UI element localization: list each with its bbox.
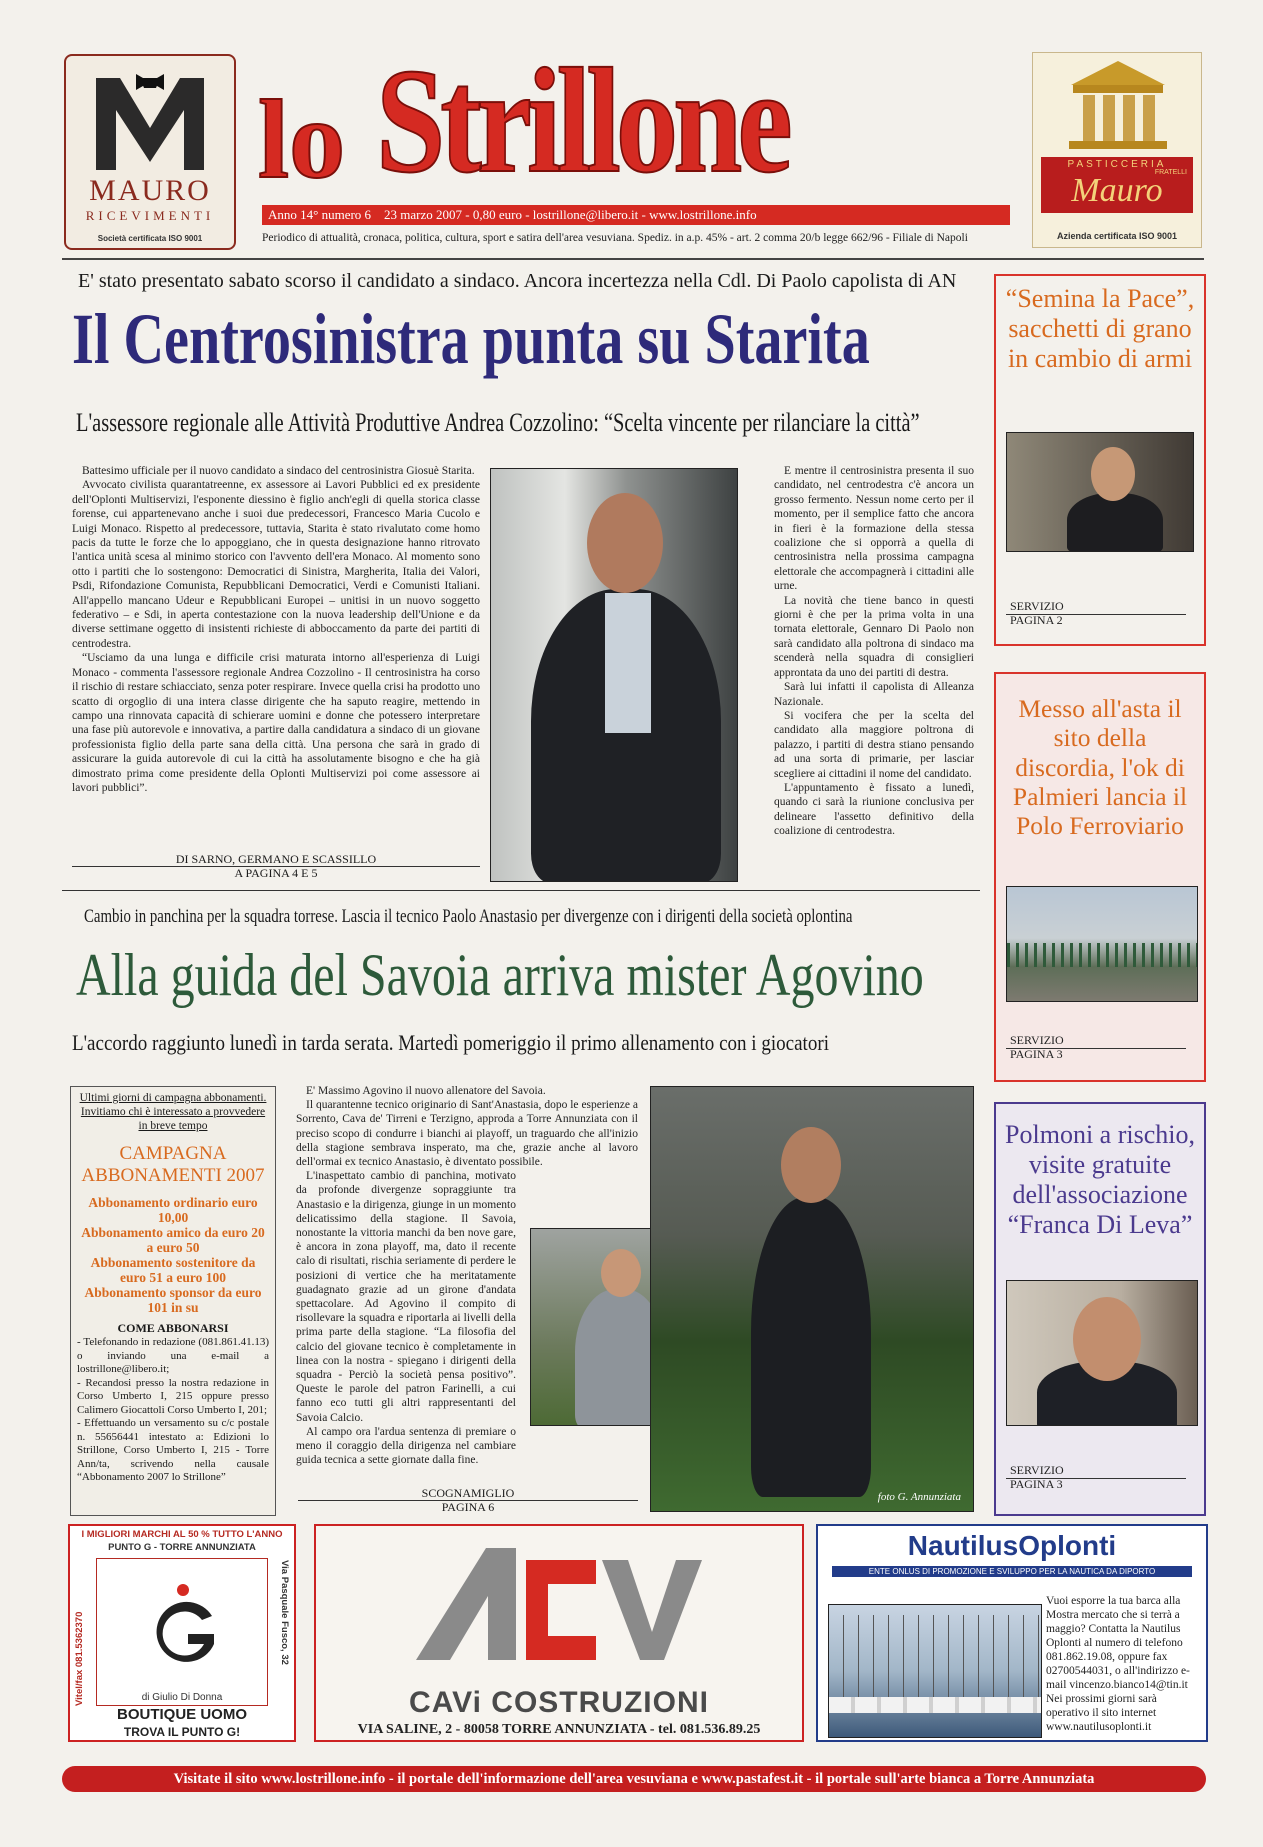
abbonamenti-price-1: Abbonamento ordinario euro 10,00 [88,1195,258,1225]
pasticceria-name: Mauro [1071,172,1163,209]
sidebar-box-3 [994,1102,1206,1516]
abbonamenti-box [70,1086,276,1516]
sidebar-3-headline: Polmoni a rischio, visite gratuite dell'associazione “Franca Di Leva” [1005,1120,1195,1239]
sidebar-box-2 [994,672,1206,1082]
title-strillone: Strillone [376,38,788,204]
abbonamenti-how-3: - Effettuando un versamento su c/c postale n. 55656441 intestato a: Edizioni lo Strillone, Corso Umberto I, 215 - Torre Ann/ta, scrivendo nella causale “Abbonamento 2007 lo Strillone” [77,1417,269,1483]
lead-ref-1: DI SARNO, GERMANO E SCASSILLO [175,852,377,866]
lead-col1-p3: “Usciamo da una lunga e difficile crisi maturata intorno all'esperienza di Luigi Monaco - commenta l'assessore regionale Andrea Cozzolino - Il centrosinistra ha corso il rischio di restare schiacciato, senza poter respirare. Invece quella crisi ha prodotto uno scatto di orgoglio di una intera classe dirigente che ha saputo reagire, mettendo in campo una rinnovata capacità di schierare uomini e donne che potessero interpretare una fase più autorevole e innovativa, a partire dalla candidatura a sindaco di un giovane professionista figlio della parte sana della città. Una persona che sarà in grado di assicurare la guida autorevole di cui la città ha assolutamente bisogno e che ha già dimostrato prima come presidente della Oplonti Multiservizi poi come assessore ai lavori pubblici”. [72,652,480,794]
photo-credit: foto G. Annunziata [877,1491,961,1503]
lead-ref-2: A PAGINA 4 E 5 [234,866,318,880]
sidebar-2-photo [1006,886,1198,1002]
doctor-head [1073,1297,1141,1381]
fence-shape [1007,943,1198,967]
mauro-cert: Società certificata ISO 9001 [97,234,203,243]
sidebar-1-photo [1006,432,1194,552]
agovino-main-photo [650,1086,974,1512]
sidebar-3-ref-2: PAGINA 3 [1010,1477,1063,1491]
pasticceria-sub: FRATELLI [1154,169,1187,176]
sidebar-3-ref-1: SERVIZIO [1010,1463,1064,1477]
lead-headline: Il Centrosinistra punta su Starita [72,299,870,379]
coach-head-small [601,1249,641,1297]
masthead [0,0,1263,262]
abbonamenti-how-1: - Telefonando in redazione (081.861.41.13) o inviando una e-mail a lostrillone@libero.it; [77,1336,269,1375]
coach-head-main [781,1127,841,1203]
sidebar-2-headline: Messo all'asta il sito della discordia, l'ok di Palmieri lancia il Polo Ferroviario [1012,694,1188,841]
pasticceria-label-bar [1041,157,1193,213]
sport-ref-2: PAGINA 6 [441,1500,495,1514]
sidebar-box-1 [994,274,1206,646]
lead-col1-p1: Battesimo ufficiale per il nuovo candidato a sindaco del centrosinistra Giosuè Starita. [82,465,475,477]
priest-figure [1067,493,1163,552]
sidebar-3-photo [1006,1280,1198,1426]
pasticceria-top: PASTICCERIA [1067,159,1167,170]
sidebar-1-ref-2: PAGINA 2 [1010,613,1063,627]
lead-kicker: E' stato presentato sabato scorso il candidato a sindaco. Ancora incertezza nella Cdl. Di Paolo capolista di AN [78,270,957,292]
masthead-info-bar: Anno 14° numero 6 23 marzo 2007 - 0,80 euro - lostrillone@libero.it - www.lostrillone.info [262,205,1010,225]
mauro-logo-icon [90,70,210,174]
lead-col2-p5: L'appuntamento è fissato a lunedì, quando ci sarà la riunione conclusiva per delineare l'assetto definitivo della coalizione di centrodestra. [774,781,974,838]
lead-col1-p2: Avvocato civilista quarantatreenne, ex assessore ai Lavori Pubblici ed ex presidente dell'Oplonti Multiservizi, l'esponente diessino è figlio anch'egli di quella storica classe forense, cui appartenevano anche i suoi due predecessori, Francesco Maria Cucolo e Luigi Monaco. Rispetto al predecessore, tuttavia, Starita è stato rivalutato come homo pacis da tutte le forze che lo appoggiano, che in questa designazione hanno ritrovato l'antica unità scesa al minimo storico con l'avvento dell'era Monaco. Al momento sono otto i partiti che lo sostengono: Democratici di Sinistra, Margherita, Italia dei Valori, Psdi, Rifondazione Comunista, Repubblicani Democratici, Verdi e Comunisti Italiani. All'appello mancano Udeur e Repubblicani Europei – unitisi in un nuovo soggetto federativo – e Sdi, in aperta contestazione con la nuova leadership dell'Unione e da diverse settimane oggetto di insistenti richieste di abboccamento da parte dei partiti di centrodestra. [72,479,480,650]
lead-subhead: L'assessore regionale alle Attività Produttive Andrea Cozzolino: “Scelta vincente per rilanciare la città” [76,408,920,437]
masthead-rule [62,258,1204,260]
pasticceria-cert: Azienda certificata ISO 9001 [1056,231,1178,241]
punto-g-top2: PUNTO G - TORRE ANNUNZIATA [108,1542,256,1553]
sidebar-2-ref-1: SERVIZIO [1010,1033,1064,1047]
mast-lines [829,1615,1042,1705]
lead-column-2 [774,464,974,884]
lead-col2-p3: Sarà lui infatti il capolista di Alleanza Nazionale. [774,681,974,708]
sidebar-1-headline: “Semina la Pace”, sacchetti di grano in cambio di armi [1005,284,1195,373]
pasticceria-mauro-ad [1032,52,1202,248]
masthead-subline: Periodico di attualità, cronaca, politica, cultura, sport e satira dell'area vesuviana. Spediz. in a.p. 45% - art. 2 comma 20/b legge 662/96 - Filiale di Napoli [262,232,968,244]
punto-g-ad [68,1524,296,1742]
punto-g-top: I MIGLIORI MARCHI AL 50 % TUTTO L'ANNO [81,1529,283,1540]
nautilus-text: Vuoi esporre la tua barca alla Mostra mercato che si terrà a maggio? Contatta la Nautilus Oplonti al numero di telefono 081.862.19.08, oppure fax 02700544031, o all'indirizzo e-mail vincenzo.bianco14@tin.it Nei prossimi giorni sarà operativo il sito internet www.nautilusoplonti.it [1046,1595,1190,1733]
nautilus-harbor-photo [828,1604,1042,1738]
sport-subhead: L'accordo raggiunto lunedì in tarda serata. Martedì pomeriggio il primo allenamento con i giocatori [72,1030,829,1055]
sport-kicker: Cambio in panchina per la squadra torrese. Lascia il tecnico Paolo Anastasio per divergenze con i dirigenti della società oplontina [84,906,853,927]
masthead-title [258,40,1018,212]
coach-figure-main [751,1197,871,1497]
punto-g-shop: BOUTIQUE UOMO [117,1706,247,1723]
sport-p4: Al campo ora l'ardua sentenza di premiare o meno il coraggio della dirigenza nel cambiare guida tecnica a sette giornate dalla fine. [296,1425,516,1467]
abbonamenti-how-2: - Recandosi presso la nostra redazione in Corso Umberto I, 215 oppure presso Calimero Giocattoli Corso Umberto I, 201; [77,1376,269,1416]
starita-photo [490,468,738,882]
lead-column-1 [72,464,480,852]
punto-g-logo-icon [142,1582,224,1672]
lead-col2-p1: E mentre il centrosinistra presenta il suo candidato, nel centrodestra c'è ancora un grosso fermento. Nessun nome certo per il momento, per il semplice fatto che ancora in fieri è la formazione della stessa coalizione che si opporrà a quella di centrosinistra nella prossima campagna elettorale che accompagnerà i cittadini alle urne. [774,465,974,593]
sport-p3: L'inaspettato cambio di panchina, motivato da profonde divergenze sopraggiunte tra Anastasio e la dirigenza, giunge in un momento delicatissimo della stagione. Il Savoia, nonostante la vittoria manchi da ben nove gare, è ancora in zona playoff, ma, dato il recente calo di risultati, rischia seriamente di perdere le posizioni di vertice che ha meritatamente guadagnato grazie ad un girone d'andata spettacolare. Ad Agovino il compito di risollevare la squadra e riportarla ai livelli della prima parte della stagione. “La filosofia del calcio del giovane tecnico è completamente in linea con la nostra - spiegano i dirigenti della squadra - Perciò la società pensa positivo”. Queste le parole del patron Farinelli, a cui fanno eco tutti gli altri rappresentanti del Savoia Calcio. [296,1170,516,1424]
priest-head [1091,447,1135,501]
sport-ref-1: SCOGNAMIGLIO [421,1486,515,1500]
cavi-logo-icon [416,1540,706,1690]
lead-col2-p2: La novità che tiene banco in questi giorni è che per la prima volta in una tornata elettorale, Gennaro Di Paolo non sarà candidato alla poltrona di sindaco ma scenderà nella squadra di consiglieri approntata da uno dei partiti di destra. [774,594,974,679]
nautilus-tag: ENTE ONLUS DI PROMOZIONE E SVILUPPO PER LA NAUTICA DA DIPORTO [832,1566,1192,1577]
punto-g-left-vertical: Vitel/fax 081.5362370 [74,1611,85,1706]
boats-row [829,1697,1042,1713]
lead-divider [62,890,980,891]
footer-banner: Visitate il sito www.lostrillone.info - il portale dell'informazione dell'area vesuviana e www.pastafest.it - il portale sull'arte bianca a Torre Annunziata [62,1766,1206,1792]
abbonamenti-how-title: COME ABBONARSI [117,1321,229,1335]
cavi-brand: CAVi COSTRUZIONI [409,1686,709,1719]
abbonamenti-intro: Ultimi giorni di campagna abbonamenti. Invitiamo chi è interessato a provvedere in breve tempo [79,1092,267,1132]
sport-headline: Alla guida del Savoia arriva mister Agovino [76,942,924,1008]
lead-col2-p4: Si vocifera che per la scelta del candidato alla maggiore poltrona di palazzo, i partiti di destra stiano pensando ad una sorta di primarie, per lasciar scegliere ai cittadini il nome del candidato. [774,709,974,780]
sport-p1: E' Massimo Agovino il nuovo allenatore del Savoia. [306,1085,546,1097]
cavi-costruzioni-ad [314,1524,804,1742]
abbonamenti-price-3: Abbonamento sostenitore da euro 51 a euro 100 [90,1255,256,1285]
punto-g-owner: di Giulio Di Donna [141,1692,223,1703]
title-lo: lo [258,78,346,202]
nautilus-oplonti-ad [816,1524,1208,1742]
sidebar-2-ref-2: PAGINA 3 [1010,1047,1063,1061]
abbonamenti-price-4: Abbonamento sponsor da euro 101 in su [84,1285,262,1315]
mauro-name: MAURO [89,174,211,207]
cavi-address: VIA SALINE, 2 - 80058 TORRE ANNUNZIATA - tel. 081.536.89.25 [357,1722,761,1737]
nautilus-name: NautilusOplonti [907,1530,1117,1561]
sidebar-1-ref-1: SERVIZIO [1010,599,1064,613]
starita-head [587,493,663,593]
abbonamenti-price-2: Abbonamento amico da euro 20 a euro 50 [81,1225,265,1255]
mauro-sub: RICEVIMENTI [85,208,215,223]
temple-icon [1063,59,1173,151]
punto-g-right-vertical: Via Pasquale Fusco, 32 [279,1560,290,1665]
abbonamenti-title: CAMPAGNA ABBONAMENTI 2007 [81,1143,265,1186]
sport-p2: Il quarantenne tecnico originario di Sant'Anastasia, dopo le esperienze a Sorrento, Cava de' Tirreni e Terzigno, approda a Torre Annunziata con il preciso scopo di condurre i bianchi ai playoff, un traguardo che all'inizio della stagione sembrava insperato, ma che, grazie anche al lavoro dell'ormai ex tecnico Anastasio, è diventato possibile. [296,1099,638,1169]
mauro-ricevimenti-ad [64,54,236,250]
punto-g-slogan: TROVA IL PUNTO G! [123,1725,241,1739]
starita-shirt [605,593,651,733]
